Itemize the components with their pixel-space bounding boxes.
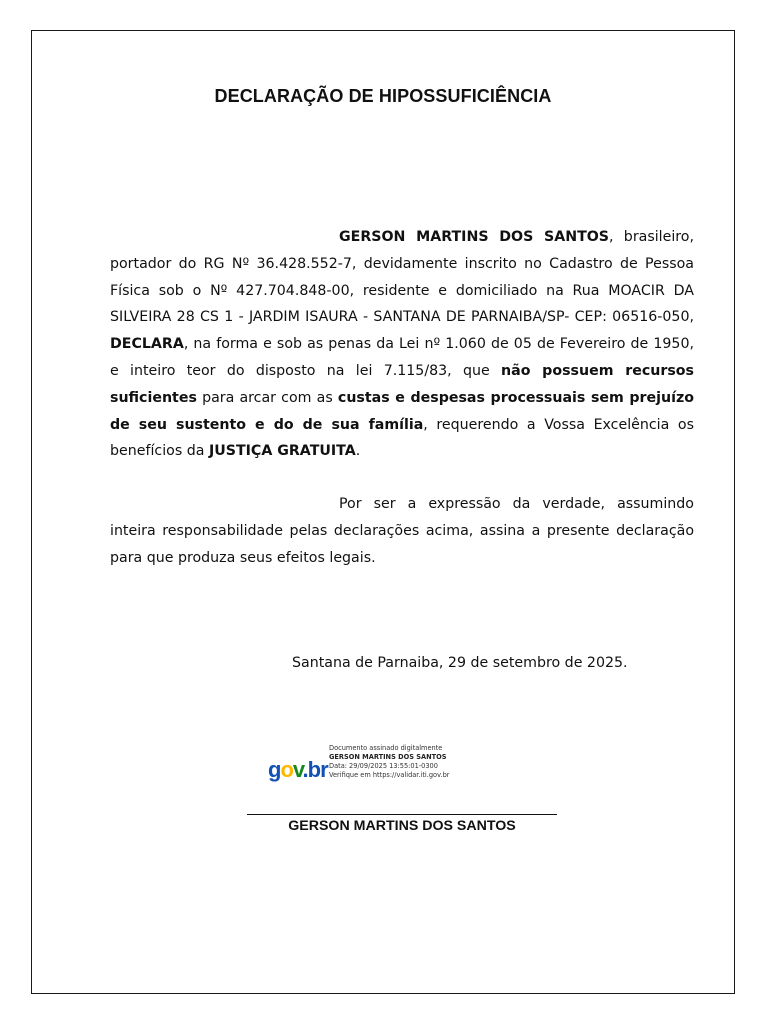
seal-line-signed: Documento assinado digitalmente xyxy=(329,744,443,752)
digital-signature-seal xyxy=(268,744,468,790)
costs-phrase: custas e despesas processuais sem prejuízo de seu sustento e do de sua família xyxy=(110,389,694,433)
declaration-text-4: , requerendo a Vossa Excelência os benefícios da xyxy=(110,416,694,460)
signature-line xyxy=(247,814,557,815)
declaration-paragraph xyxy=(110,224,694,465)
document-title: DECLARAÇÃO DE HIPOSSUFICIÊNCIA xyxy=(214,86,552,106)
signature-name: GERSON MARTINS DOS SANTOS xyxy=(288,818,516,834)
declaration-text-5: . xyxy=(355,443,361,460)
govbr-logo: gov.br xyxy=(268,757,328,782)
no-resources-phrase: não possuem recursos suficientes xyxy=(110,362,694,406)
declaration-text-2: , na forma e sob as penas da Lei nº 1.060 de 05 de Fevereiro de 1950, e inteiro teor do disposto na lei 7.115/83, que xyxy=(110,336,694,379)
seal-date: Data: 29/09/2025 13:55:01-0300 xyxy=(329,762,438,770)
declaration-text-3: para arcar com as xyxy=(196,389,338,406)
declaration-text-1: , brasileiro, portador do RG Nº 36.428.552-7, devidamente inscrito no Cadastro de Pessoa Física sob o Nº 427.704.848-00, residente e domiciliado na Rua MOACIR DA SILVEIRA 28 CS 1 - JARDIM ISAURA - SANTANA DE PARNAIBA/SP- CEP: 06516-050, xyxy=(110,229,694,326)
declarant-name: GERSON MARTINS DOS SANTOS xyxy=(339,229,610,245)
place-and-date: Santana de Parnaiba, 29 de setembro de 2025. xyxy=(292,655,628,671)
declara-keyword: DECLARA xyxy=(110,336,184,353)
seal-verify-link[interactable]: Verifique em https://validar.iti.gov.br xyxy=(329,771,450,779)
truth-text: Por ser a expressão da verdade, assumindo inteira responsabilidade pelas declarações acima, assina a presente declaração para que produza seus efeitos legais. xyxy=(110,496,694,566)
seal-signer-name: GERSON MARTINS DOS SANTOS xyxy=(329,753,447,761)
truth-paragraph xyxy=(110,491,694,571)
justica-gratuita: JUSTIÇA GRATUITA xyxy=(208,443,356,460)
seal-text xyxy=(329,744,449,780)
